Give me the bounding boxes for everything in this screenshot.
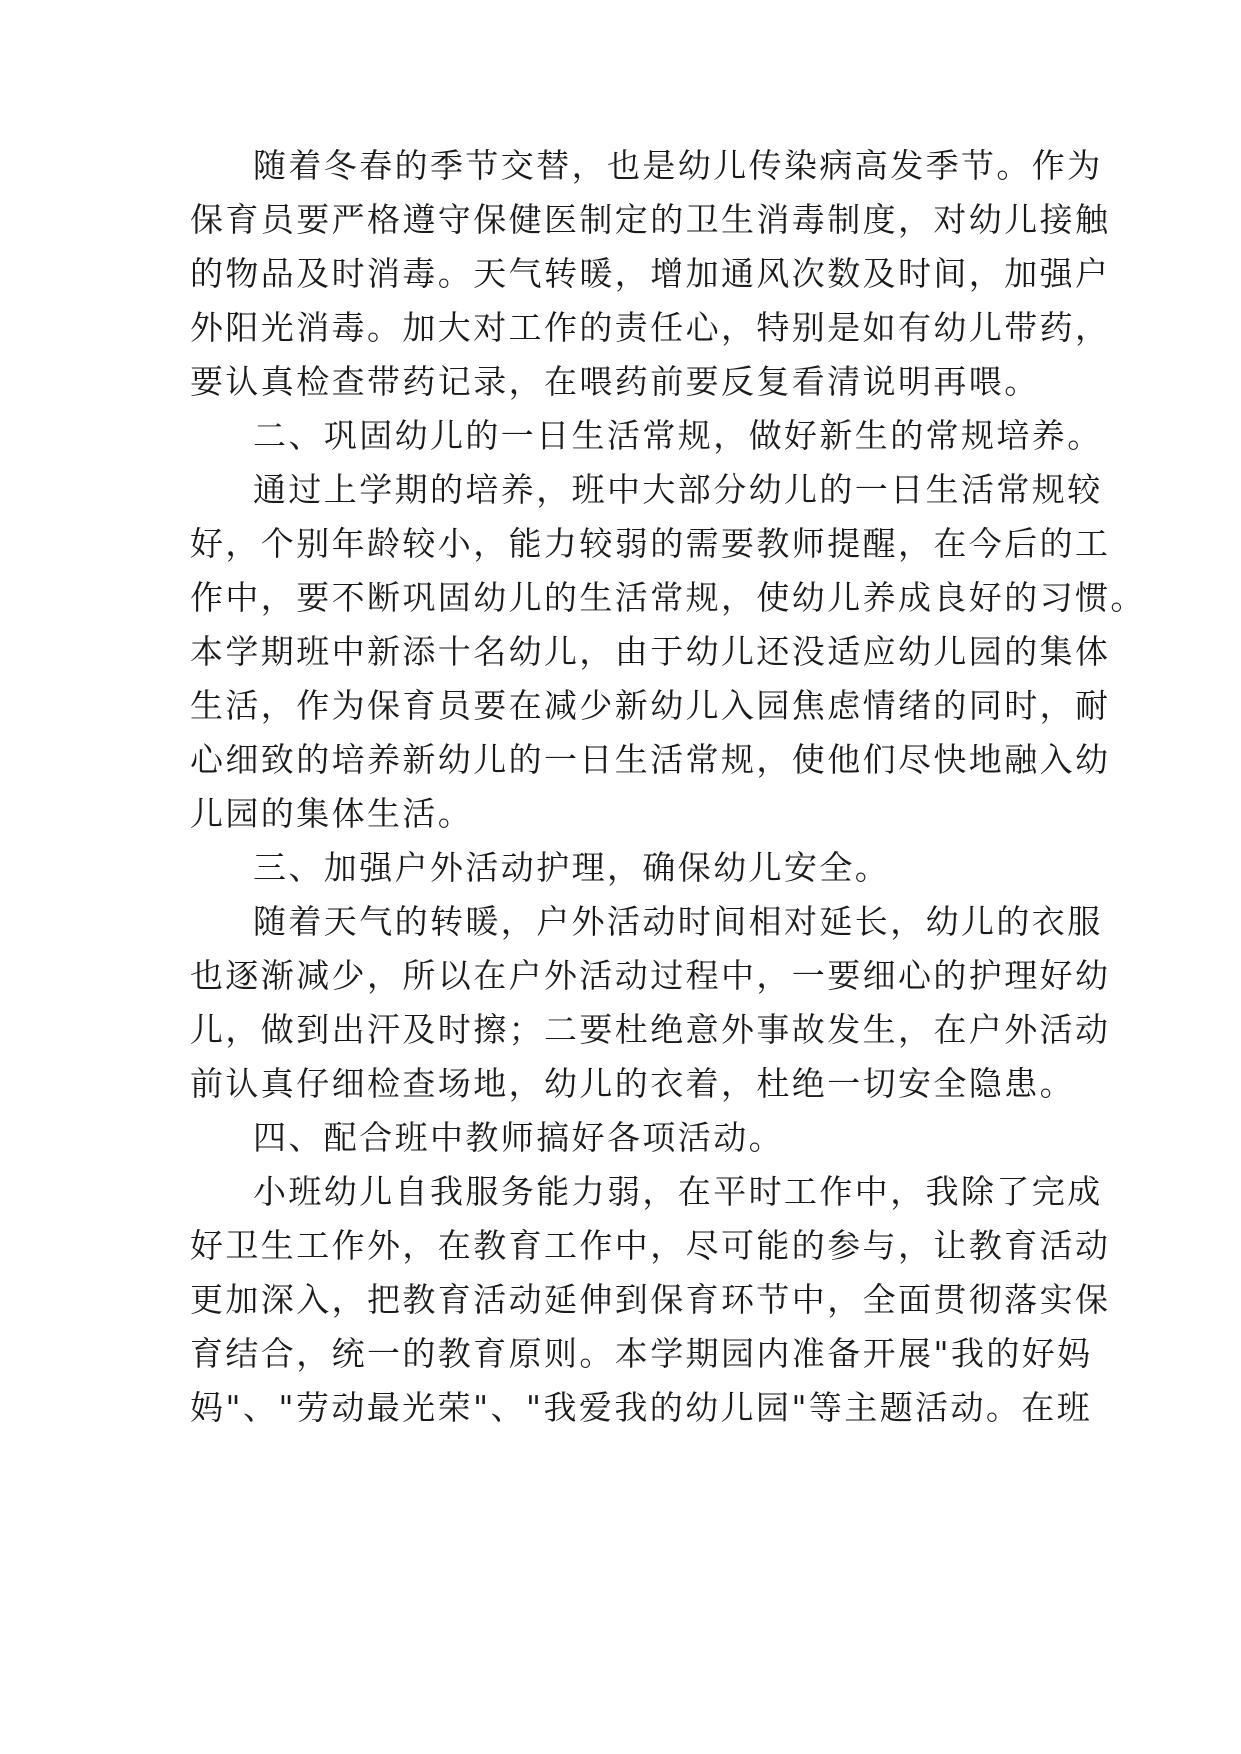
section-heading: 三、加强户外活动护理，确保幼儿安全。	[253, 848, 891, 887]
paragraph-line: 随着冬春的季节交替，也是幼儿传染病高发季节。作为	[253, 146, 1103, 185]
section-heading: 二、巩固幼儿的一日生活常规，做好新生的常规培养。	[253, 416, 1103, 455]
paragraph-line: 前认真仔细检查场地，幼儿的衣着，杜绝一切安全隐患。	[190, 1064, 1075, 1103]
paragraph-line: 妈"、"劳动最光荣"、"我爱我的幼儿园"等主题活动。在班	[190, 1388, 1093, 1427]
paragraph-line: 的物品及时消毒。天气转暖，增加通风次数及时间，加强户	[190, 254, 1111, 293]
section-heading: 四、配合班中教师搞好各项活动。	[253, 1118, 784, 1157]
paragraph-line: 育结合，统一的教育原则。本学期园内准备开展"我的好妈	[190, 1334, 1093, 1373]
paragraph-line: 小班幼儿自我服务能力弱，在平时工作中，我除了完成	[253, 1172, 1103, 1211]
paragraph-line: 通过上学期的培养，班中大部分幼儿的一日生活常规较	[253, 470, 1103, 509]
paragraph-line: 要认真检查带药记录，在喂药前要反复看清说明再喂。	[190, 362, 1040, 401]
paragraph-line: 儿，做到出汗及时擦；二要杜绝意外事故发生，在户外活动	[190, 1010, 1111, 1049]
paragraph-line: 好，个别年龄较小，能力较弱的需要教师提醒，在今后的工	[190, 524, 1111, 563]
paragraph-line: 外阳光消毒。加大对工作的责任心，特别是如有幼儿带药，	[190, 308, 1111, 347]
paragraph-line: 好卫生工作外，在教育工作中，尽可能的参与，让教育活动	[190, 1226, 1111, 1265]
paragraph-line: 儿园的集体生活。	[190, 794, 474, 833]
paragraph-line: 也逐渐减少，所以在户外活动过程中，一要细心的护理好幼	[190, 956, 1111, 995]
paragraph-line: 作中，要不断巩固幼儿的生活常规，使幼儿养成良好的习惯。	[190, 578, 1146, 617]
paragraph-line: 保育员要严格遵守保健医制定的卫生消毒制度，对幼儿接触	[190, 200, 1111, 239]
paragraph-line: 生活，作为保育员要在减少新幼儿入园焦虑情绪的同时，耐	[190, 686, 1111, 725]
paragraph-line: 本学期班中新添十名幼儿，由于幼儿还没适应幼儿园的集体	[190, 632, 1111, 671]
paragraph-line: 心细致的培养新幼儿的一日生活常规，使他们尽快地融入幼	[190, 740, 1111, 779]
paragraph-line: 随着天气的转暖，户外活动时间相对延长，幼儿的衣服	[253, 902, 1103, 941]
paragraph-line: 更加深入，把教育活动延伸到保育环节中，全面贯彻落实保	[190, 1280, 1111, 1319]
